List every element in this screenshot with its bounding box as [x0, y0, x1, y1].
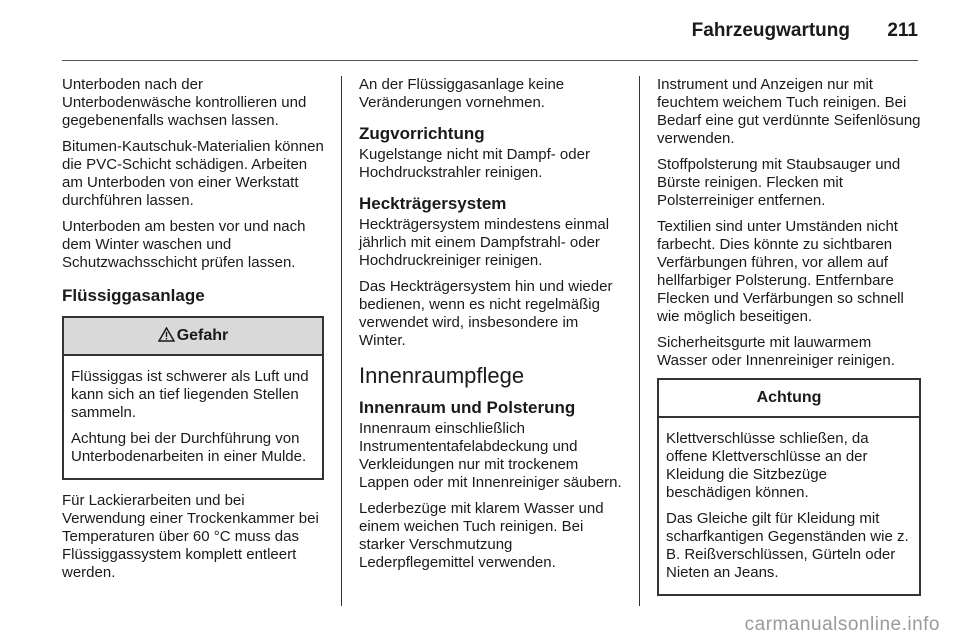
warning-box-header [64, 318, 322, 356]
paragraph: Sicherheitsgurte mit lauwarmem Wasser oder Innenreiniger reinigen. [657, 334, 895, 369]
section-heading-zugvorrichtung: Zugvorrichtung [359, 124, 485, 143]
warning-box [62, 316, 324, 480]
caution-box-body [659, 418, 919, 594]
caution-box-header: Achtung [659, 380, 919, 418]
column-3 [657, 76, 921, 596]
paragraph: Das Heckträgersystem hin und wieder bedienen, wenn es nicht regelmäßig verwendet wird, insbesondere im Winter. [359, 278, 613, 349]
warning-paragraph: Flüssiggas ist schwerer als Luft und kann sich an tief liegenden Stellen sammeln. [71, 368, 309, 421]
paragraph: Stoffpolsterung mit Staubsauger und Bürste reinigen. Flecken mit Polsterreiniger entfernen. [657, 156, 901, 209]
paragraph: Unterboden am besten vor und nach dem Winter waschen und Schutzwachsschicht prüfen lassen. [62, 218, 306, 271]
paragraph: Instrument und Anzeigen nur mit feuchtem weichem Tuch reinigen. Bei Bedarf eine gut verdünnte Seifenlösung verwenden. [657, 76, 921, 147]
section-heading-innenraum-polsterung: Innenraum und Polsterung [359, 398, 576, 417]
paragraph: Textilien sind unter Umständen nicht farbecht. Dies könnte zu sichtbaren Verfärbungen führen, vor allem auf hellfarbiger Polsterung. Entfernbare Flecken und Verfärbungen so schnell wie möglich beseitigen. [657, 218, 904, 325]
header-rule [62, 60, 918, 61]
paragraph: Bitumen-Kautschuk-Materialien können die PVC-Schicht schädigen. Arbeiten am Unterboden von einer Werkstatt durchführen lassen. [62, 138, 324, 209]
caution-paragraph: Das Gleiche gilt für Kleidung mit scharfkantigen Gegenständen wie z. B. Reißverschlüssen, Gürteln oder Nieten an Jeans. [666, 510, 909, 581]
header-title: Fahrzeugwartung [691, 20, 850, 41]
paragraph: Kugelstange nicht mit Dampf- oder Hochdruckstrahler reinigen. [359, 146, 590, 181]
caution-paragraph: Klettverschlüsse schließen, da offene Klettverschlüsse an der Kleidung die Sitzbezüge beschädigen können. [666, 430, 869, 501]
paragraph: An der Flüssiggasanlage keine Veränderungen vornehmen. [359, 76, 565, 111]
chapter-heading-innenraumpflege: Innenraumpflege [359, 363, 525, 388]
paragraph: Unterboden nach der Unterbodenwäsche kontrollieren und gegebenenfalls wachsen lassen. [62, 76, 307, 129]
warning-box-body [64, 356, 322, 478]
column-divider-2 [639, 76, 640, 606]
column-1 [62, 76, 324, 590]
warning-title: Gefahr [176, 327, 229, 344]
column-divider-1 [341, 76, 342, 606]
paragraph: Für Lackierarbeiten und bei Verwendung einer Trockenkammer bei Temperaturen über 60 °C muss das Flüssiggassystem komplett entleert werden. [62, 492, 319, 581]
warning-triangle-icon [158, 327, 175, 342]
paragraph: Heckträgersystem mindestens einmal jährlich mit einem Dampfstrahl- oder Hochdruckreiniger reinigen. [359, 216, 610, 269]
paragraph: Lederbezüge mit klarem Wasser und einem weichen Tuch reinigen. Bei starker Verschmutzung Lederpflegemittel verwenden. [359, 500, 604, 571]
section-heading-fluessiggasanlage: Flüssiggasanlage [62, 286, 205, 305]
column-2 [359, 76, 623, 580]
caution-box [657, 378, 921, 596]
paragraph: Innenraum einschließlich Instrumententafelabdeckung und Verkleidungen nur mit trockenem Lappen oder mit Innenreiniger säubern. [359, 420, 622, 491]
watermark: carmanualsonline.info [744, 614, 940, 635]
warning-paragraph: Achtung bei der Durchführung von Unterbodenarbeiten in einer Mulde. [71, 430, 307, 465]
section-heading-hecktraegersystem: Heckträgersystem [359, 194, 507, 213]
page-number: 211 [887, 20, 918, 41]
